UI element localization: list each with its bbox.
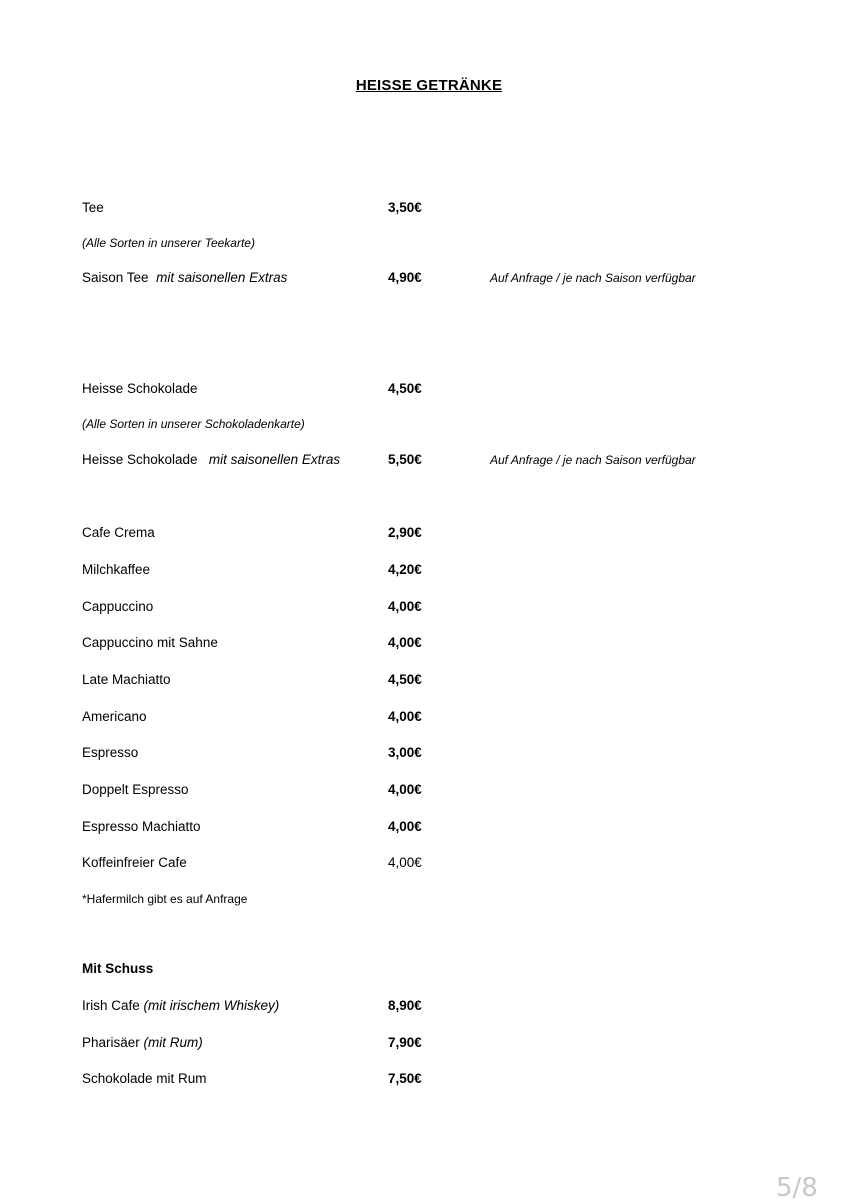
item-price: 7,50€ [388, 1071, 422, 1086]
menu-item-schokolade-rum [82, 1069, 782, 1089]
menu-item-espresso [82, 743, 782, 763]
menu-item-schokolade-saison [82, 450, 782, 470]
menu-item-late-machiatto [82, 670, 782, 690]
item-price: 2,90€ [388, 525, 422, 540]
item-name: Heisse Schokolade [82, 381, 198, 396]
menu-item-heisse-schokolade [82, 379, 782, 399]
item-name: Cappuccino [82, 599, 154, 614]
item-price: 4,20€ [388, 562, 422, 577]
item-name: Late Machiatto [82, 672, 171, 687]
item-name: Cappuccino mit Sahne [82, 635, 218, 650]
item-price: 8,90€ [388, 998, 422, 1013]
hafermilch-footnote: *Hafermilch gibt es auf Anfrage [82, 892, 248, 906]
item-price: 7,90€ [388, 1035, 422, 1050]
menu-item-doppelt-espresso [82, 780, 782, 800]
menu-item-pharisaeer [82, 1033, 782, 1053]
menu-item-cafe-crema [82, 523, 782, 543]
item-price: 4,00€ [388, 709, 422, 724]
item-name: Americano [82, 709, 147, 724]
item-price: 4,50€ [388, 381, 422, 396]
item-price: 4,90€ [388, 270, 422, 285]
item-price: 4,00€ [388, 782, 422, 797]
item-subnote-schokolade: (Alle Sorten in unserer Schokoladenkarte) [82, 417, 305, 431]
item-name: Pharisäer (mit Rum) [82, 1035, 203, 1050]
item-price: 3,50€ [388, 200, 422, 215]
item-price: 4,00€ [388, 635, 422, 650]
item-name: Cafe Crema [82, 525, 155, 540]
menu-item-koffeinfreier-cafe [82, 853, 782, 873]
item-name: Irish Cafe (mit irischem Whiskey) [82, 998, 280, 1013]
item-name: Milchkaffee [82, 562, 151, 577]
menu-item-irish-cafe [82, 996, 782, 1016]
item-price: 5,50€ [388, 452, 422, 467]
item-price: 4,00€ [388, 599, 422, 614]
item-name: Doppelt Espresso [82, 782, 189, 797]
item-name: Schokolade mit Rum [82, 1071, 207, 1086]
item-name: Espresso Machiatto [82, 819, 201, 834]
item-price: 3,00€ [388, 745, 422, 760]
item-price: 4,00€ [388, 855, 422, 870]
item-name: Espresso [82, 745, 139, 760]
menu-item-saison-tee [82, 268, 782, 288]
item-subnote-tee: (Alle Sorten in unserer Teekarte) [82, 236, 255, 250]
item-name: Heisse Schokolade mit saisonellen Extras [82, 452, 341, 467]
section-heading-mit-schuss: Mit Schuss [82, 961, 154, 976]
item-price: 4,00€ [388, 819, 422, 834]
item-availability-note: Auf Anfrage / je nach Saison verfügbar [490, 271, 696, 285]
page-title: HEISSE GETRÄNKE [355, 77, 503, 94]
item-availability-note: Auf Anfrage / je nach Saison verfügbar [490, 453, 696, 467]
item-name: Saison Tee mit saisonellen Extras [82, 270, 288, 285]
item-name: Tee [82, 200, 104, 215]
menu-item-espresso-machiatto [82, 817, 782, 837]
menu-item-americano [82, 707, 782, 727]
menu-item-cappuccino [82, 597, 782, 617]
item-name: Koffeinfreier Cafe [82, 855, 187, 870]
menu-item-tee [82, 198, 782, 218]
menu-item-milchkaffee [82, 560, 782, 580]
menu-item-cappuccino-sahne [82, 633, 782, 653]
page-number: 5/8 [776, 1173, 818, 1203]
item-price: 4,50€ [388, 672, 422, 687]
